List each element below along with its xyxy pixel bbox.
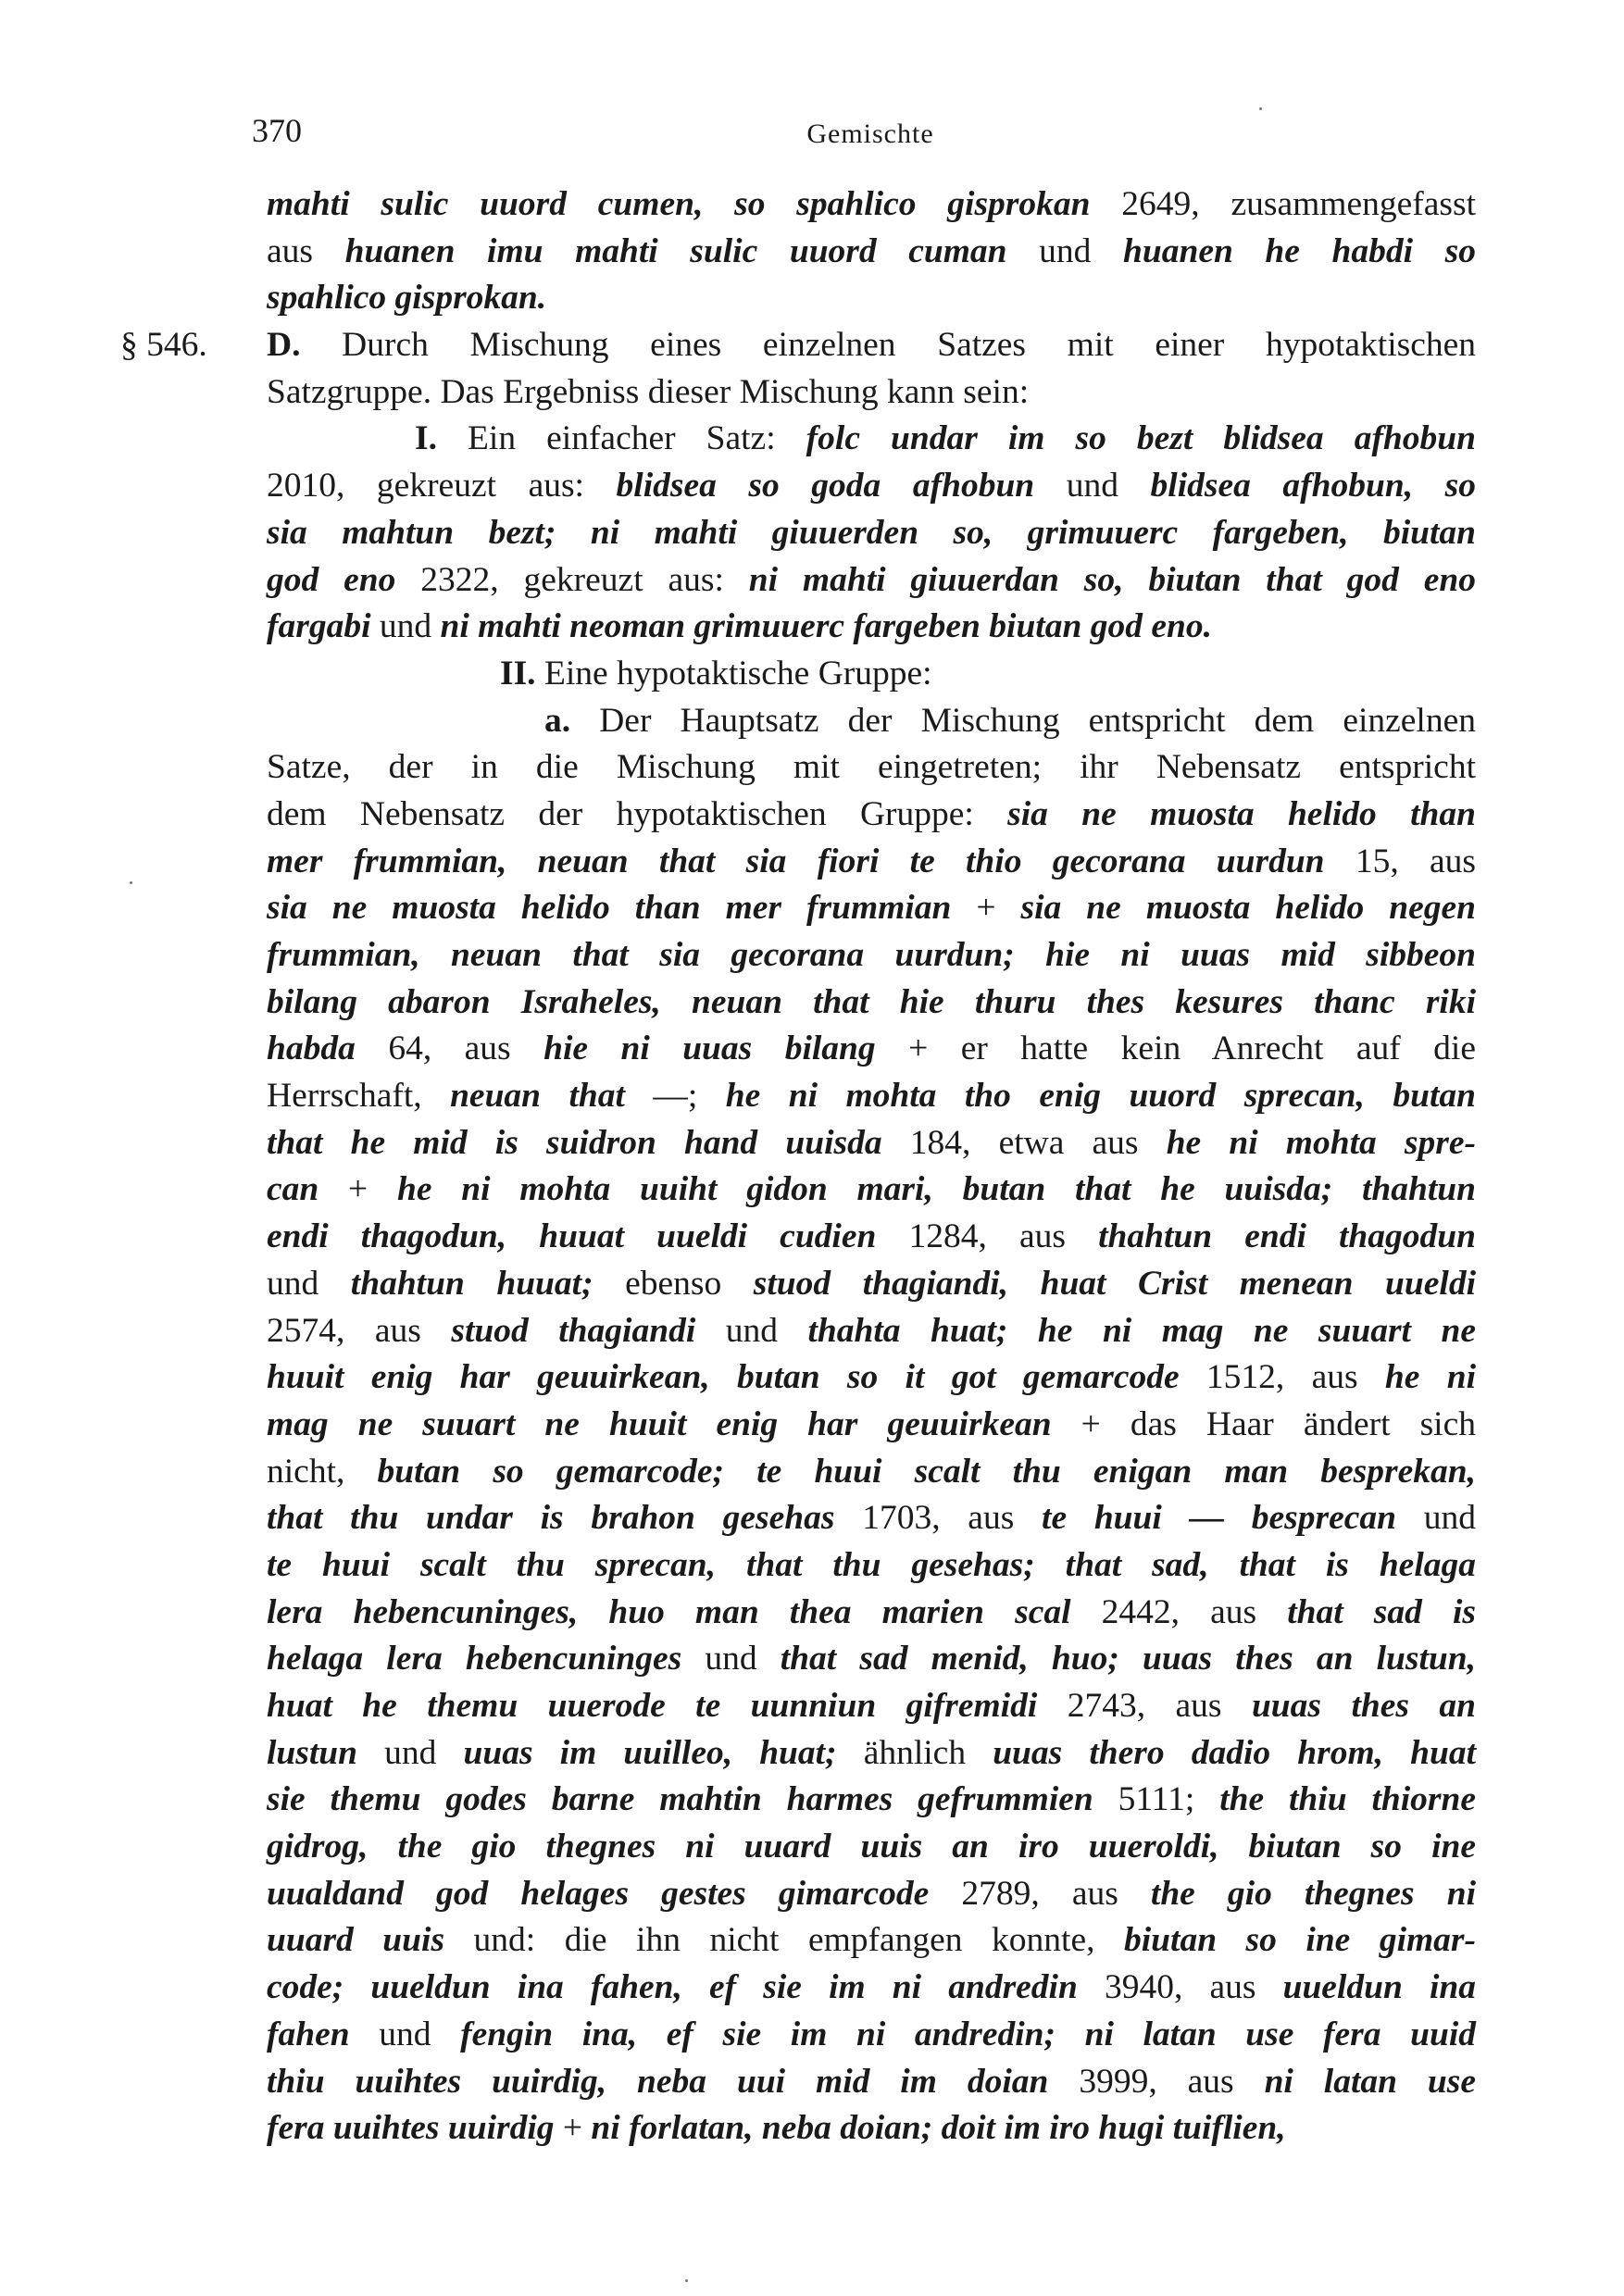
old-saxon-citation: huanen imu mahti sulic uuord cuman [344,231,1007,270]
old-saxon-citation: endi thagodun, huuat uueldi cudien [267,1217,877,1256]
german-text: Durch Mischung eines einzelnen Satzes mit einer hypotaktischen [300,326,1476,365]
old-saxon-citation: that sad is [1287,1592,1476,1631]
german-text: 64, aus [355,1029,544,1068]
text-line [267,1308,1476,1355]
text-line [267,416,1476,463]
old-saxon-citation: stuod thagiandi, huat Crist menean uueldi [753,1264,1476,1303]
german-text: 5111; [1093,1780,1220,1819]
enumeration-label: a. [544,701,571,740]
text-line [267,980,1476,1027]
old-saxon-citation: mag ne suuart ne huuit enig har geuuirkean [267,1404,1052,1443]
old-saxon-citation: sia ne muosta helido than mer frummian [267,889,952,928]
german-text: 3940, aus [1077,1968,1283,2007]
old-saxon-citation: lera hebencuninges, huo man thea marien scal [267,1592,1071,1631]
old-saxon-citation: ni mahti neoman grimuuerc fargeben biutan god eno. [440,607,1212,646]
old-saxon-citation: thahta huat; he ni mag ne suuart ne [807,1311,1476,1350]
german-text: 2789, aus [929,1874,1151,1913]
text-line [267,1730,1476,1778]
old-saxon-citation: fera uuihtes uuirdig [267,2109,555,2148]
text-line [267,1167,1476,1214]
old-saxon-citation: ni forlatan, neba doian; doit im iro hugi tuiflien, [591,2109,1286,2148]
old-saxon-citation: huuit enig har geuuirkean, butan so it got gemarcode [267,1358,1180,1397]
german-text: —; [624,1077,726,1116]
old-saxon-citation: the thiu thiorne [1219,1780,1476,1819]
text-line [267,557,1476,605]
print-speck [130,881,132,884]
old-saxon-citation: thahtun endi thagodun [1098,1217,1476,1256]
german-text: und [1034,467,1151,505]
german-text: ebenso [593,1264,754,1303]
german-text: und [1006,231,1123,270]
old-saxon-citation: sie themu godes barne mahtin harmes gefrummien [267,1780,1093,1819]
text-line [267,275,1476,322]
old-saxon-citation: uuas thes an [1251,1687,1476,1725]
old-saxon-citation: helaga lera hebencuninges [267,1640,682,1678]
page-number: 370 [252,112,302,149]
text-line [267,181,1476,229]
enumeration-label: D. [267,326,301,365]
text-line [267,885,1476,932]
german-text: Der Hauptsatz der Mischung entspricht dem einzelnen [570,701,1476,740]
old-saxon-citation: ni latan use [1264,2062,1477,2101]
old-saxon-citation: mahti sulic uuord cumen, so spahlico gisprokan [267,185,1091,223]
german-text: 2743, aus [1037,1687,1252,1725]
text-line [267,1824,1476,1871]
old-saxon-citation: huanen he habdi so [1123,231,1477,270]
german-text: aus [267,231,345,270]
text-line [267,1449,1476,1496]
old-saxon-citation: spahlico gisprokan. [267,279,547,318]
old-saxon-citation: te huui — besprecan [1042,1499,1397,1538]
text-line [267,1354,1476,1402]
running-head: Gemischte [806,119,934,149]
old-saxon-citation: uuas thero dadio hrom, huat [993,1733,1477,1772]
german-text: 1512, aus [1179,1358,1385,1397]
old-saxon-citation: he ni mohta uuiht gidon mari, butan that he uuisda; thahtun [396,1170,1477,1209]
old-saxon-citation: gidrog, the gio thegnes ni uuard uuis an iro uueroldi, biutan so ine [267,1828,1476,1866]
german-text: + er hatte kein Anrecht auf die [875,1029,1476,1068]
german-text: Herrschaft, [267,1077,451,1116]
old-saxon-citation: fargabi [267,607,371,646]
german-text: dem Nebensatz der hypotaktischen Gruppe: [267,794,1008,833]
old-saxon-citation: stuod thagiandi [451,1311,696,1350]
old-saxon-citation: butan so gemarcode; te huui scalt thu enigan man besprekan, [377,1452,1476,1491]
text-line [267,698,1476,745]
old-saxon-citation: fengin ina, ef sie im ni andredin; ni latan use fera uuid [460,2015,1477,2053]
old-saxon-citation: he ni mohta tho enig uuord sprecan, butan [725,1077,1476,1116]
german-text: 1284, aus [876,1217,1099,1256]
old-saxon-citation: mer frummian, neuan that sia fiori te thio gecorana uurdun [267,842,1325,880]
text-line [267,792,1476,839]
old-saxon-citation: lustun [267,1733,357,1772]
german-text: + das Haar ändert sich [1051,1404,1476,1443]
german-text: + [951,889,1021,928]
german-text: und: die ihn nicht empfangen konnte, [444,1921,1124,1960]
text-line [267,1073,1476,1120]
text-line [267,1026,1476,1073]
text-line [267,1683,1476,1730]
enumeration-label: I. [415,419,437,458]
german-text: 15, aus [1324,842,1476,880]
german-text: 2649, zusammengefasst [1090,185,1476,223]
german-text: 184, etwa aus [881,1123,1167,1162]
german-text: 1703, aus [834,1499,1043,1538]
text-line [267,1261,1476,1308]
text-line [267,2059,1476,2106]
old-saxon-citation: bilang abaron Israheles, neuan that hie thuru thes kesures thanc riki [267,982,1476,1021]
old-saxon-citation: he ni [1384,1358,1476,1397]
german-text: und [370,607,441,646]
text-line [267,1495,1476,1542]
old-saxon-citation: sia mahtun bezt; ni mahti giuuerden so, grimuuerc fargeben, biutan [267,513,1476,552]
old-saxon-citation: uualdand god helages gestes gimarcode [267,1874,930,1913]
old-saxon-citation: he ni mohta spre- [1166,1123,1476,1162]
old-saxon-citation: ni mahti giuuerdan so, biutan that god eno [748,560,1477,599]
old-saxon-citation: that thu undar is brahon gesehas [267,1499,835,1538]
text-line [267,839,1476,886]
old-saxon-citation: code; uueldun ina fahen, ef sie im ni andredin [267,1968,1078,2007]
old-saxon-citation: uueldun ina [1282,1968,1476,2007]
text-line [267,1871,1476,1918]
old-saxon-citation: thiu uuihtes uuirdig, neba uui mid im doian [267,2062,1049,2101]
text-line [267,604,1476,651]
text-line [120,322,1476,369]
text-line [267,1636,1476,1683]
old-saxon-citation: that sad menid, huo; uuas thes an lustun, [780,1640,1476,1678]
german-text: Eine hypotaktische Gruppe: [535,654,932,693]
old-saxon-citation: blidsea afhobun, so [1150,467,1476,505]
german-text: + [554,2109,592,2148]
german-text: nicht, [267,1452,378,1491]
text-line [267,510,1476,557]
text-line [267,2105,1476,2152]
old-saxon-citation: thahtun huuat; [350,1264,593,1303]
text-line [267,1402,1476,1449]
text-line [267,932,1476,980]
german-text: und [695,1311,808,1350]
text-line [267,1214,1476,1261]
old-saxon-citation: biutan so ine gimar- [1124,1921,1476,1960]
text-line [267,1120,1476,1167]
old-saxon-citation: huat he themu uuerode te uunniun gifremidi [267,1687,1038,1725]
german-text: + [319,1170,397,1209]
german-text: 2322, gekreuzt aus: [395,560,749,599]
german-text: 2010, gekreuzt aus: [267,467,617,505]
print-speck [1259,107,1262,110]
text-line [267,463,1476,510]
old-saxon-citation: folc undar im so bezt blidsea afhobun [806,419,1476,458]
old-saxon-citation: frummian, neuan that sia gecorana uurdun; hie ni uuas mid sibbeon [267,936,1476,974]
german-text: und [349,2015,461,2053]
old-saxon-citation: neuan that [450,1077,625,1116]
print-speck [685,2279,688,2282]
text-line [267,369,1476,417]
old-saxon-citation: blidsea so goda afhobun [616,467,1035,505]
german-text: Satzgruppe. Das Ergebniss dieser Mischung kann sein: [267,372,1030,411]
section-number: § 546. [120,326,207,365]
german-text: 2574, aus [267,1311,452,1350]
text-line [267,1917,1476,1965]
text-line [267,1542,1476,1590]
german-text: und [357,1733,464,1772]
old-saxon-citation: te huui scalt thu sprecan, that thu gesehas; that sad, that is helaga [267,1545,1476,1584]
old-saxon-citation: the gio thegnes ni [1150,1874,1477,1913]
german-text: 3999, aus [1048,2062,1265,2101]
german-text: und [267,1264,351,1303]
old-saxon-citation: fahen [267,2015,350,2053]
old-saxon-citation: habda [267,1029,356,1068]
old-saxon-citation: hie ni uuas bilang [543,1029,876,1068]
text-line [267,651,1476,698]
body-text [120,181,1477,2152]
old-saxon-citation: uuas im uuilleo, huat; [463,1733,837,1772]
old-saxon-citation: that he mid is suidron hand uuisda [267,1123,882,1162]
text-line [267,1777,1476,1824]
text-line [267,2012,1476,2059]
text-line [267,1965,1476,2012]
text-line [267,229,1476,276]
german-text: und [1396,1499,1476,1538]
german-text: Ein einfacher Satz: [436,419,806,458]
old-saxon-citation: can [267,1170,319,1209]
text-line [267,1590,1476,1637]
old-saxon-citation: uuard uuis [267,1921,445,1960]
german-text: Satze, der in die Mischung mit eingetreten; ihr Nebensatz entspricht [267,748,1476,787]
old-saxon-citation: sia ne muosta helido than [1007,794,1476,833]
german-text: 2442, aus [1070,1592,1288,1631]
old-saxon-citation: god eno [267,560,396,599]
enumeration-label: II. [500,654,536,693]
german-text: ähnlich [836,1733,993,1772]
german-text: und [681,1640,781,1678]
old-saxon-citation: sia ne muosta helido negen [1020,889,1476,928]
text-line [267,744,1476,792]
